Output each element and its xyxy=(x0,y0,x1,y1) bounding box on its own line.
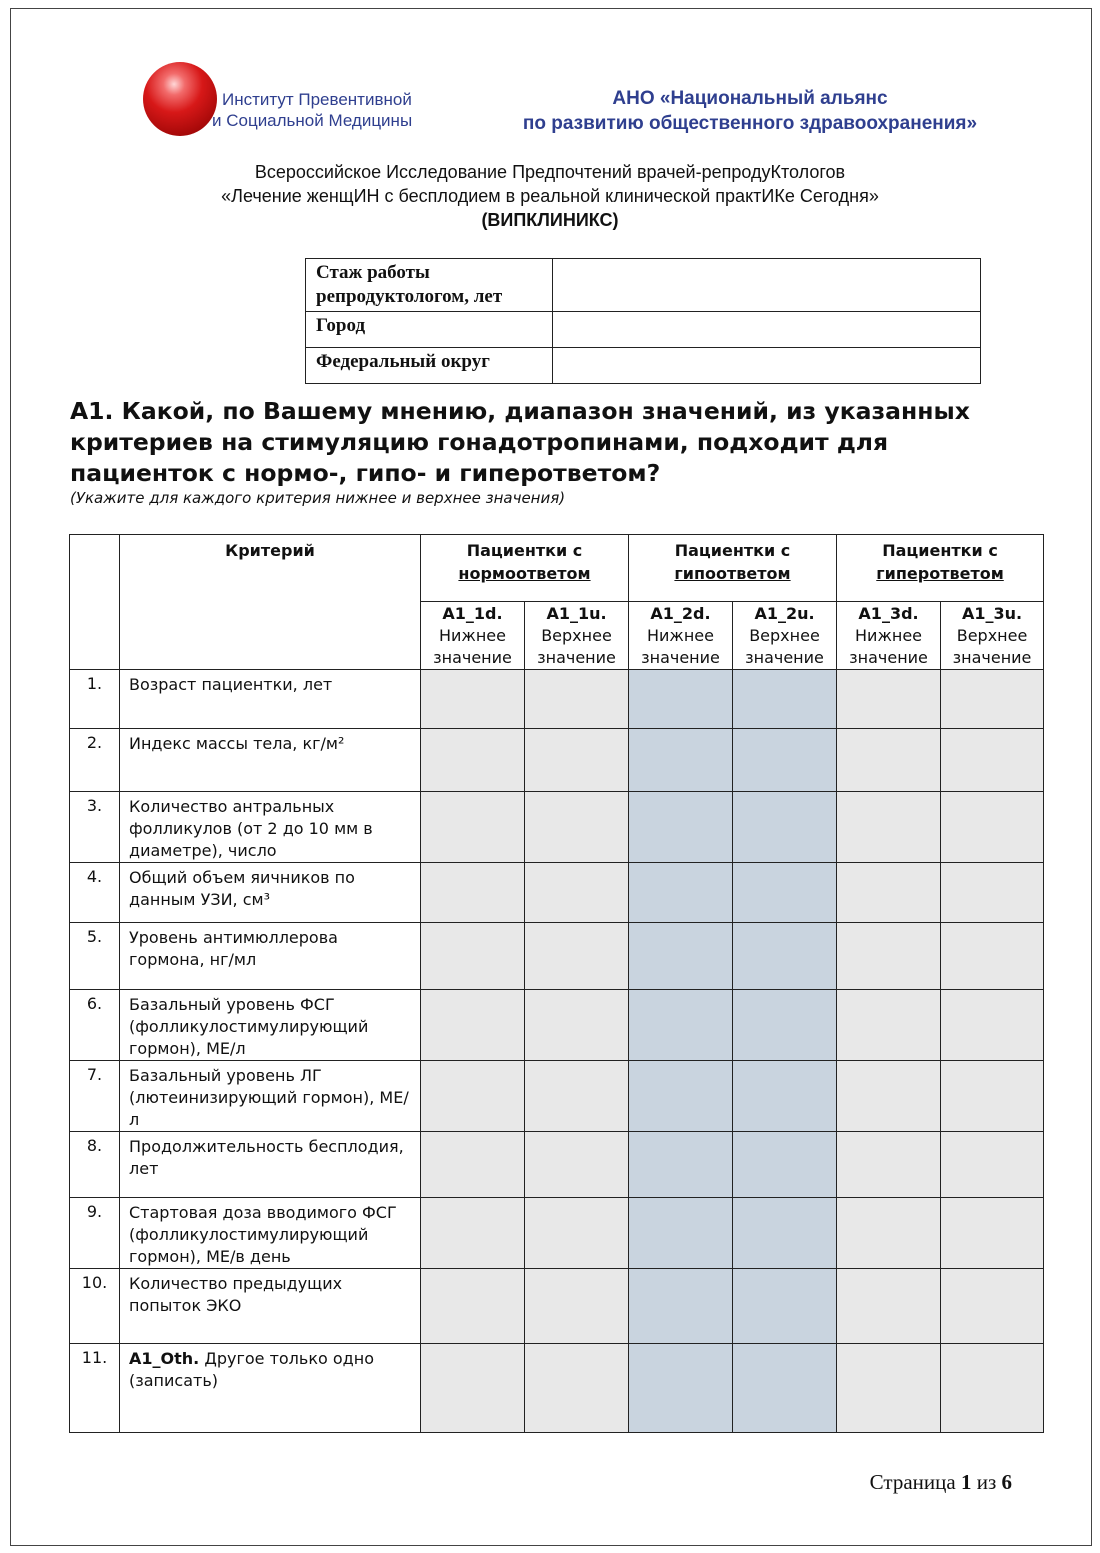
institute-name-line1: Институт Превентивной xyxy=(222,90,412,109)
bound-header-5 xyxy=(941,602,1044,670)
value-input-cell[interactable] xyxy=(837,923,941,990)
row-number: 11. xyxy=(70,1344,120,1433)
institute-logo-icon xyxy=(143,62,217,136)
value-input-cell[interactable] xyxy=(525,863,629,923)
value-input-cell[interactable] xyxy=(421,990,525,1061)
value-input-cell[interactable] xyxy=(525,1061,629,1132)
criterion-text: Продолжительность бесплодия, лет xyxy=(129,1137,404,1178)
criterion-label xyxy=(120,1132,421,1198)
criterion-label xyxy=(120,670,421,729)
value-input-cell[interactable] xyxy=(525,923,629,990)
criterion-text: Стартовая доза вводимого ФСГ (фолликулостимулирующий гормон), МЕ/в день xyxy=(129,1203,397,1266)
value-input-cell[interactable] xyxy=(837,990,941,1061)
value-input-cell[interactable] xyxy=(733,670,837,729)
bound-header-code: A1_2d. xyxy=(650,604,711,623)
value-input-cell[interactable] xyxy=(421,670,525,729)
info-label-district: Федеральный округ xyxy=(306,348,553,384)
row-number: 4. xyxy=(70,863,120,923)
page-word: Страница xyxy=(869,1470,956,1494)
value-input-cell[interactable] xyxy=(629,1132,733,1198)
group-hypo-line2: гипоответом xyxy=(674,564,791,583)
bound-header-w1: Нижнее xyxy=(647,626,714,645)
criterion-label xyxy=(120,792,421,863)
criteria-row xyxy=(70,990,1044,1061)
value-input-cell[interactable] xyxy=(733,990,837,1061)
bound-header-w2: значение xyxy=(537,648,616,667)
institute-name xyxy=(212,89,452,131)
value-input-cell[interactable] xyxy=(837,1344,941,1433)
value-input-cell[interactable] xyxy=(525,729,629,792)
value-input-cell[interactable] xyxy=(629,1198,733,1269)
bound-header-2 xyxy=(629,602,733,670)
value-input-cell[interactable] xyxy=(421,1198,525,1269)
value-input-cell[interactable] xyxy=(629,1061,733,1132)
criterion-label xyxy=(120,1344,421,1433)
value-input-cell[interactable] xyxy=(629,863,733,923)
criterion-label xyxy=(120,863,421,923)
group-hypo-line1: Пациентки с xyxy=(674,541,791,560)
value-input-cell[interactable] xyxy=(837,1269,941,1344)
header-row-groups xyxy=(70,535,1044,602)
value-input-cell[interactable] xyxy=(629,923,733,990)
ano-name-line2: по развитию общественного здравоохранения» xyxy=(522,113,978,134)
info-row-district xyxy=(306,348,981,384)
value-input-cell[interactable] xyxy=(629,990,733,1061)
value-input-cell[interactable] xyxy=(733,1132,837,1198)
group-hyper-line2: гиперответом xyxy=(876,564,1004,583)
bound-header-w2: значение xyxy=(849,648,928,667)
criteria-row xyxy=(70,729,1044,792)
bound-header-w2: значение xyxy=(641,648,720,667)
criterion-code: A1_Oth. xyxy=(129,1349,200,1368)
criteria-row xyxy=(70,923,1044,990)
criterion-label xyxy=(120,1061,421,1132)
criterion-text: Базальный уровень ФСГ (фолликулостимулирующий гормон), МЕ/л xyxy=(129,995,369,1058)
value-input-cell[interactable] xyxy=(941,1344,1044,1433)
value-input-cell[interactable] xyxy=(941,792,1044,863)
page-number xyxy=(820,1470,1012,1495)
row-number: 8. xyxy=(70,1132,120,1198)
value-input-cell[interactable] xyxy=(941,863,1044,923)
group-header-hypo xyxy=(629,535,837,602)
criterion-label xyxy=(120,990,421,1061)
study-title-line1: Всероссийское Исследование Предпочтений врачей-репродуКтологов xyxy=(254,162,846,182)
criterion-label xyxy=(120,1269,421,1344)
value-input-cell[interactable] xyxy=(525,1269,629,1344)
value-input-cell[interactable] xyxy=(941,990,1044,1061)
bound-header-code: A1_3d. xyxy=(858,604,919,623)
criterion-text: Базальный уровень ЛГ (лютеинизирующий гормон), МЕ/л xyxy=(129,1066,409,1129)
row-number: 6. xyxy=(70,990,120,1061)
group-normo-line2: нормоответом xyxy=(458,564,591,583)
row-number: 5. xyxy=(70,923,120,990)
info-row-city xyxy=(306,312,981,348)
value-input-cell[interactable] xyxy=(421,923,525,990)
group-hyper-line1: Пациентки с xyxy=(882,541,998,560)
ano-name-line1: АНО «Национальный альянс xyxy=(612,88,888,109)
value-input-cell[interactable] xyxy=(629,670,733,729)
value-input-cell[interactable] xyxy=(941,1132,1044,1198)
row-number: 7. xyxy=(70,1061,120,1132)
group-header-normo xyxy=(421,535,629,602)
criterion-text: Общий объем яичников по данным УЗИ, см³ xyxy=(129,868,355,909)
criterion-text: Количество предыдущих попыток ЭКО xyxy=(129,1274,343,1315)
info-label-city: Город xyxy=(306,312,553,348)
value-input-cell[interactable] xyxy=(837,1132,941,1198)
criteria-row xyxy=(70,670,1044,729)
value-input-cell[interactable] xyxy=(421,1061,525,1132)
respondent-info-table xyxy=(305,258,981,384)
value-input-cell[interactable] xyxy=(629,729,733,792)
bound-header-0 xyxy=(421,602,525,670)
bound-header-3 xyxy=(733,602,837,670)
value-input-cell[interactable] xyxy=(733,923,837,990)
info-value-city[interactable] xyxy=(553,312,981,348)
value-input-cell[interactable] xyxy=(629,1344,733,1433)
header-number-cell xyxy=(70,535,120,670)
study-title xyxy=(70,160,1030,232)
criterion-text: Другое только одно (записать) xyxy=(129,1349,374,1390)
criterion-text: Индекс массы тела, кг/м² xyxy=(129,734,345,753)
value-input-cell[interactable] xyxy=(629,792,733,863)
value-input-cell[interactable] xyxy=(941,1269,1044,1344)
page-total: 6 xyxy=(1001,1470,1012,1494)
bound-header-w2: значение xyxy=(745,648,824,667)
bound-header-code: A1_1d. xyxy=(442,604,503,623)
value-input-cell[interactable] xyxy=(421,729,525,792)
question-title: А1. Какой, по Вашему мнению, диапазон значений, из указанных критериев на стимуляцию гонадотропинами, подходит для пациенток с нормо-, гипо- и гиперответом? xyxy=(70,397,970,487)
bound-header-code: A1_2u. xyxy=(754,604,815,623)
value-input-cell[interactable] xyxy=(733,863,837,923)
info-value-experience[interactable] xyxy=(553,259,981,312)
value-input-cell[interactable] xyxy=(525,1344,629,1433)
bound-header-w1: Нижнее xyxy=(855,626,923,645)
group-header-hyper xyxy=(837,535,1044,602)
group-normo-line1: Пациентки с xyxy=(466,541,583,560)
criteria-row xyxy=(70,1344,1044,1433)
criteria-row xyxy=(70,1132,1044,1198)
page-of-word: из xyxy=(976,1470,997,1494)
bound-header-4 xyxy=(837,602,941,670)
criteria-row xyxy=(70,1198,1044,1269)
bound-header-w1: Верхнее xyxy=(541,626,612,645)
value-input-cell[interactable] xyxy=(941,923,1044,990)
bound-header-w1: Нижнее xyxy=(439,626,506,645)
question-note: (Укажите для каждого критерия нижнее и верхнее значения) xyxy=(70,489,566,507)
study-acronym: (ВИПКЛИНИКС) xyxy=(481,210,619,230)
value-input-cell[interactable] xyxy=(941,1198,1044,1269)
study-title-line2: «Лечение женщИН с бесплодием в реальной клинической практИКе Сегодня» xyxy=(221,186,879,206)
page-current: 1 xyxy=(960,1470,972,1494)
criterion-label xyxy=(120,923,421,990)
value-input-cell[interactable] xyxy=(525,1198,629,1269)
info-label-experience: Стаж работы репродуктологом, лет xyxy=(306,259,553,312)
row-number: 1. xyxy=(70,670,120,729)
criteria-row xyxy=(70,1061,1044,1132)
criterion-label xyxy=(120,729,421,792)
value-input-cell[interactable] xyxy=(941,1061,1044,1132)
value-input-cell[interactable] xyxy=(837,792,941,863)
institute-name-line2: и Социальной Медицины xyxy=(212,111,413,130)
ano-name xyxy=(470,86,1030,136)
value-input-cell[interactable] xyxy=(941,670,1044,729)
value-input-cell[interactable] xyxy=(525,1132,629,1198)
value-input-cell[interactable] xyxy=(421,1269,525,1344)
row-number: 9. xyxy=(70,1198,120,1269)
value-input-cell[interactable] xyxy=(525,792,629,863)
value-input-cell[interactable] xyxy=(837,670,941,729)
criterion-text: Количество антральных фолликулов (от 2 до 10 мм в диаметре), число xyxy=(129,797,373,860)
value-input-cell[interactable] xyxy=(733,1198,837,1269)
bound-header-w2: значение xyxy=(433,648,512,667)
value-input-cell[interactable] xyxy=(733,1061,837,1132)
criteria-row xyxy=(70,792,1044,863)
criterion-label xyxy=(120,1198,421,1269)
info-row-experience xyxy=(306,259,981,312)
criterion-text: Уровень антимюллерова гормона, нг/мл xyxy=(129,928,338,969)
value-input-cell[interactable] xyxy=(837,1198,941,1269)
bound-header-code: A1_3u. xyxy=(961,604,1023,623)
criterion-header: Критерий xyxy=(120,535,421,670)
bound-header-w2: значение xyxy=(952,648,1032,667)
value-input-cell[interactable] xyxy=(941,729,1044,792)
row-number: 3. xyxy=(70,792,120,863)
value-input-cell[interactable] xyxy=(733,792,837,863)
value-input-cell[interactable] xyxy=(525,990,629,1061)
row-number: 10. xyxy=(70,1269,120,1344)
criterion-text: Возраст пациентки, лет xyxy=(129,675,333,694)
bound-header-w1: Верхнее xyxy=(956,626,1028,645)
criteria-row xyxy=(70,863,1044,923)
value-input-cell[interactable] xyxy=(733,1344,837,1433)
value-input-cell[interactable] xyxy=(837,1061,941,1132)
value-input-cell[interactable] xyxy=(421,1132,525,1198)
value-input-cell[interactable] xyxy=(421,863,525,923)
row-number: 2. xyxy=(70,729,120,792)
value-input-cell[interactable] xyxy=(733,1269,837,1344)
value-input-cell[interactable] xyxy=(733,729,837,792)
bound-header-1 xyxy=(525,602,629,670)
value-input-cell[interactable] xyxy=(525,670,629,729)
bound-header-code: A1_1u. xyxy=(546,604,607,623)
value-input-cell[interactable] xyxy=(421,792,525,863)
value-input-cell[interactable] xyxy=(421,1344,525,1433)
value-input-cell[interactable] xyxy=(837,729,941,792)
value-input-cell[interactable] xyxy=(629,1269,733,1344)
value-input-cell[interactable] xyxy=(837,863,941,923)
info-value-district[interactable] xyxy=(553,348,981,384)
bound-header-w1: Верхнее xyxy=(749,626,820,645)
criteria-row xyxy=(70,1269,1044,1344)
criteria-table xyxy=(69,534,1044,1433)
